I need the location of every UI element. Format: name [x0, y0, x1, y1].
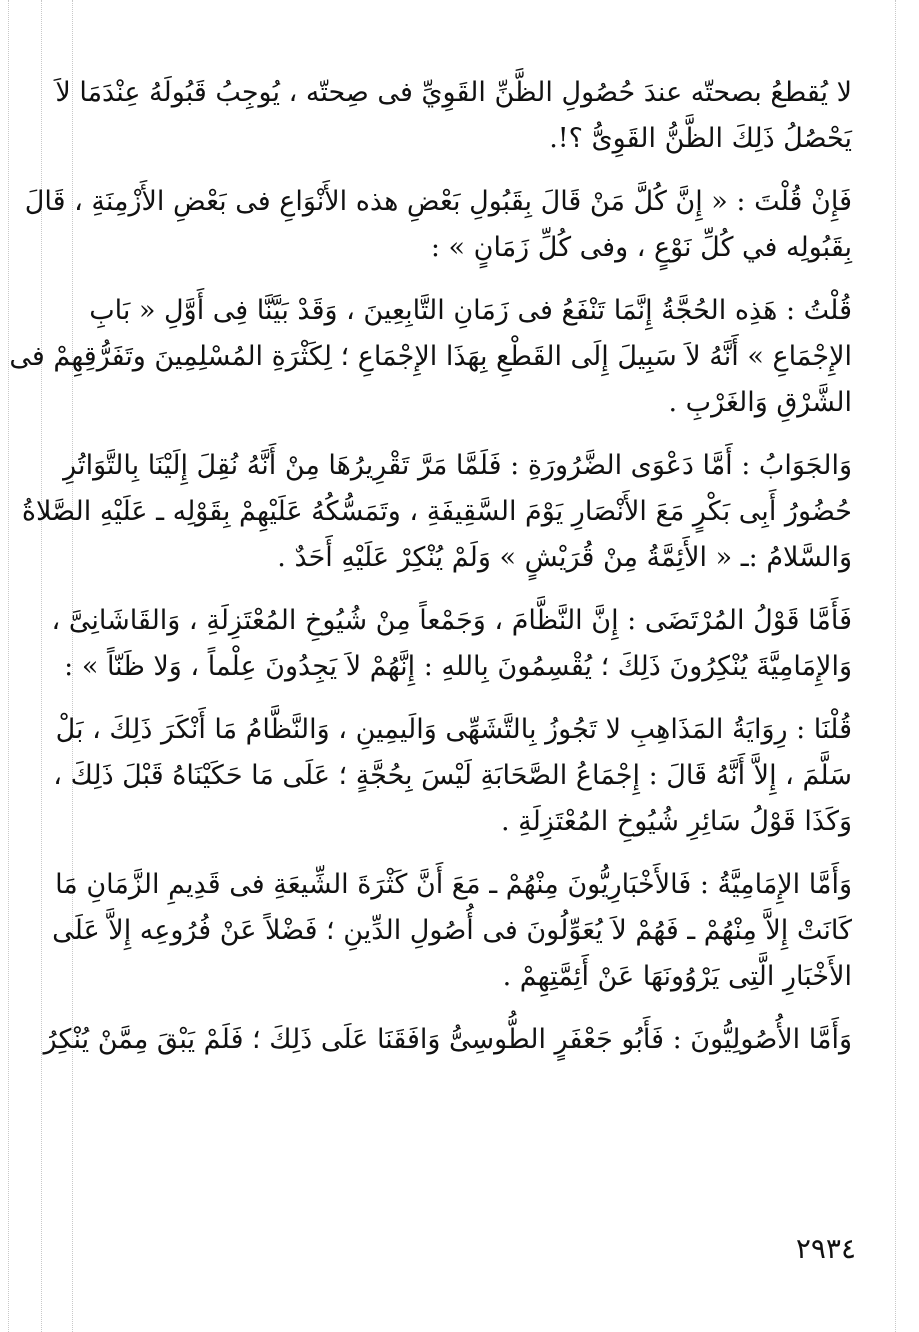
page-number: ٢٩٣٤: [795, 1232, 856, 1265]
paragraph: [52, 862, 852, 1000]
paragraph: [43, 1017, 852, 1063]
page-body: [9, 70, 852, 1080]
text-line: فَأَمَّا قَوْلُ المُرْتَضَى : إِنَّ النَّظَّامَ ، وَجَمْعاً مِنْ شُيُوخِ المُعْتَزِلَةِ ، وَالقَاشَانِىَّ ،: [51, 605, 852, 636]
text-line: الأَخْبَارِ الَّتِى يَرْوُونَهَا عَنْ أَئِمَّتِهِمْ .: [502, 961, 852, 992]
text-line: وَالسَّلامُ :ـ « الأَئِمَّةُ مِنْ قُرَيْشٍ » وَلَمْ يُنْكِرْ عَلَيْهِ أَحَدٌ .: [277, 542, 852, 573]
text-line: يَحْصُلُ ذَلِكَ الظَّنُّ القَوِىُّ ؟!.: [549, 123, 852, 154]
paragraph: [21, 443, 852, 581]
paragraph: [24, 179, 852, 271]
text-line: قُلْتُ : هَذِه الحُجَّةُ إِنَّمَا تَنْفَعُ فى زَمَانِ التَّابِعِينَ ، وَقَدْ بَيَّنَّا فِى أَوَّلِ « بَابِ: [89, 295, 852, 326]
text-line: حُضُورُ أَبِى بَكْرٍ مَعَ الأَنْصَارِ يَوْمَ السَّقِيفَةِ ، وتَمَسُّكُهُ عَلَيْهِمْ بِقَوْلِه ـ عَلَيْهِ الصَّلاةُ: [21, 496, 852, 527]
text-line: سَلَّمَ ، إِلاَّ أَنَّهُ قَالَ : إِجْمَاعُ الصَّحَابَةِ لَيْسَ بِحُجَّةٍ ؛ عَلَى مَا حَكَيْنَاهُ قَبْلَ ذَلِكَ ،: [53, 760, 852, 791]
text-line: الشَّرْقِ وَالغَرْبِ .: [668, 387, 852, 418]
text-line: لا يُقطعُ بصحتّه عندَ حُصُولِ الظَّنِّ القَوِيِّ فى صِحتّه ، يُوجِبُ قَبُولَهُ عِنْدَمَا لاَ: [55, 77, 852, 108]
text-line: وَأَمَّا الأُصُولِيُّونَ : فَأَبُو جَعْفَرٍ الطُّوسِىُّ وَافَقَنَا عَلَى ذَلِكَ ؛ فَلَمْ يَبْقَ مِمَّنْ يُنْكِرُ: [43, 1024, 852, 1055]
text-line: الإِجْمَاعِ » أَنَّهُ لاَ سَبِيلَ إِلَى القَطْعِ بِهَذَا الإِجْمَاعِ ؛ لِكَثْرَةِ المُسْلِمِينَ وتَفَرُّقِهِمْ فى: [9, 341, 852, 372]
paragraph: [55, 70, 852, 162]
text-line: بِقَبُولِه في كُلِّ نَوْعٍ ، وفى كُلِّ زَمَانٍ » :: [430, 232, 852, 263]
text-line: وَكَذَا قَوْلُ سَائِرِ شُيُوخِ المُعْتَزِلَةِ .: [500, 806, 852, 837]
text-line: كَانَتْ إِلاَّ مِنْهُمْ ـ فَهُمْ لاَ يُعَوِّلُونَ فى أُصُولِ الدِّينِ ؛ فَضْلاً عَنْ فُرُوعِه إِلاَّ عَلَى: [52, 915, 852, 946]
text-line: وَأَمَّا الإِمَامِيَّةُ : فَالأَخْبَارِيُّونَ مِنْهُمْ ـ مَعَ أَنَّ كَثْرَةَ الشِّيعَةِ فى قَدِيمِ الزَّمَانِ مَا: [55, 869, 852, 900]
margin-dotted-line: [8, 0, 9, 1332]
text-line: قُلْنَا : رِوَايَةُ المَذَاهِبِ لا تَجُوزُ بِالتَّشَهِّى وَالَيمِينِ ، وَالنَّظَّامُ مَا أَنْكَرَ ذَلِكَ ، بَلْ: [55, 714, 852, 745]
text-line: فَإِنْ قُلْتَ : « إِنَّ كُلَّ مَنْ قَالَ بِقَبُولِ بَعْضِ هذه الأَنْوَاعِ فى بَعْضِ الأَزْمِنَةِ ، قَالَ: [24, 186, 852, 217]
paragraph: [9, 288, 852, 426]
paragraph: [51, 598, 852, 690]
paragraph: [53, 707, 852, 845]
text-line: وَالإِمَامِيَّةَ يُنْكِرُونَ ذَلِكَ ؛ يُقْسِمُونَ بِاللهِ : إِنَّهُمْ لاَ يَجِدُونَ عِلْماً ، وَلا ظَنّاً » :: [64, 651, 852, 682]
margin-dotted-line: [895, 0, 896, 1332]
text-line: وَالجَوَابُ : أَمَّا دَعْوَى الضَّرُورَةِ : فَلَمَّا مَرَّ تَقْرِيرُهَا مِنْ أَنَّهُ نُقِلَ إِلَيْنَا بِالتَّوَاتُرِ: [63, 450, 852, 481]
